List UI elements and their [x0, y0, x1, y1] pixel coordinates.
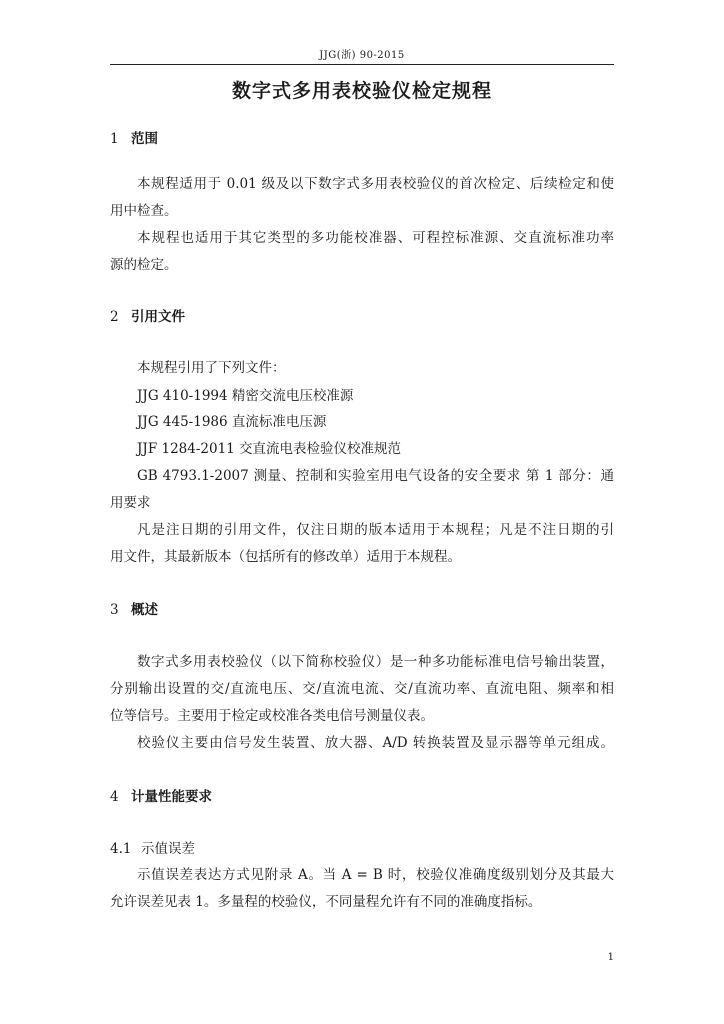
reference-item: JJG 410-1994 精密交流电压校准源 — [137, 388, 354, 404]
document-title: 数字式多用表校验仪检定规程 — [231, 80, 492, 102]
section-4-heading — [110, 785, 212, 805]
paragraph-line: 位等信号。主要用于检定或校准各类电信号测量仪表。 — [110, 708, 434, 724]
paragraph-line: 本规程引用了下列文件： — [137, 360, 286, 376]
reference-item: JJF 1284-2011 交直流电表检验仪校准规范 — [137, 441, 402, 457]
paragraph-line: 数字式多用表校验仪（以下简称校验仪）是一种多功能标准电信号输出装置， — [137, 654, 614, 670]
subsection-4-1-heading — [110, 837, 195, 857]
subsection-title: 示值误差 — [141, 841, 195, 857]
section-title: 计量性能要求 — [131, 789, 212, 805]
section-title: 概述 — [131, 602, 158, 618]
paragraph-line: 本规程也适用于其它类型的多功能校准器、可程控标准源、交直流标准功率 — [137, 230, 614, 246]
paragraph-line: 本规程适用于 0.01 级及以下数字式多用表校验仪的首次检定、后续检定和使 — [137, 176, 614, 192]
paragraph-line: 凡是注日期的引用文件，仅注日期的版本适用于本规程；凡是不注日期的引 — [137, 522, 614, 538]
paragraph-line: 分别输出设置的交/直流电压、交/直流电流、交/直流功率、直流电阻、频率和相 — [110, 681, 614, 697]
section-2-heading — [110, 305, 185, 325]
section-number: 4 — [110, 789, 119, 805]
paragraph-line: 校验仪主要由信号发生装置、放大器、A/D 转换装置及显示器等单元组成。 — [137, 735, 614, 751]
page-number: 1 — [607, 952, 614, 963]
paragraph-line: 用文件，其最新版本（包括所有的修改单）适用于本规程。 — [110, 549, 461, 565]
paragraph-line: 源的检定。 — [110, 257, 178, 273]
reference-item: 用要求 — [110, 495, 151, 511]
paragraph-line: 允许误差见表 1。多量程的校验仪，不同量程允许有不同的准确度指标。 — [110, 894, 542, 910]
reference-item: GB 4793.1-2007 测量、控制和实验室用电气设备的安全要求 第 1 部分：通 — [137, 468, 614, 484]
section-number: 1 — [110, 131, 119, 147]
section-title: 范围 — [131, 131, 158, 147]
subsection-number: 4.1 — [110, 841, 132, 857]
standard-code-header: JJG(浙) 90-2015 — [319, 50, 405, 61]
section-number: 2 — [110, 309, 119, 325]
header-rule — [110, 64, 614, 65]
section-title: 引用文件 — [131, 309, 185, 325]
section-number: 3 — [110, 602, 119, 618]
paragraph-line: 示值误差表达方式见附录 A。当 A = B 时，校验仪准确度级别划分及其最大 — [137, 867, 614, 883]
paragraph-line: 用中检查。 — [110, 203, 178, 219]
section-1-heading — [110, 127, 158, 147]
section-3-heading — [110, 598, 158, 618]
reference-item: JJG 445-1986 直流标准电压源 — [137, 414, 327, 430]
